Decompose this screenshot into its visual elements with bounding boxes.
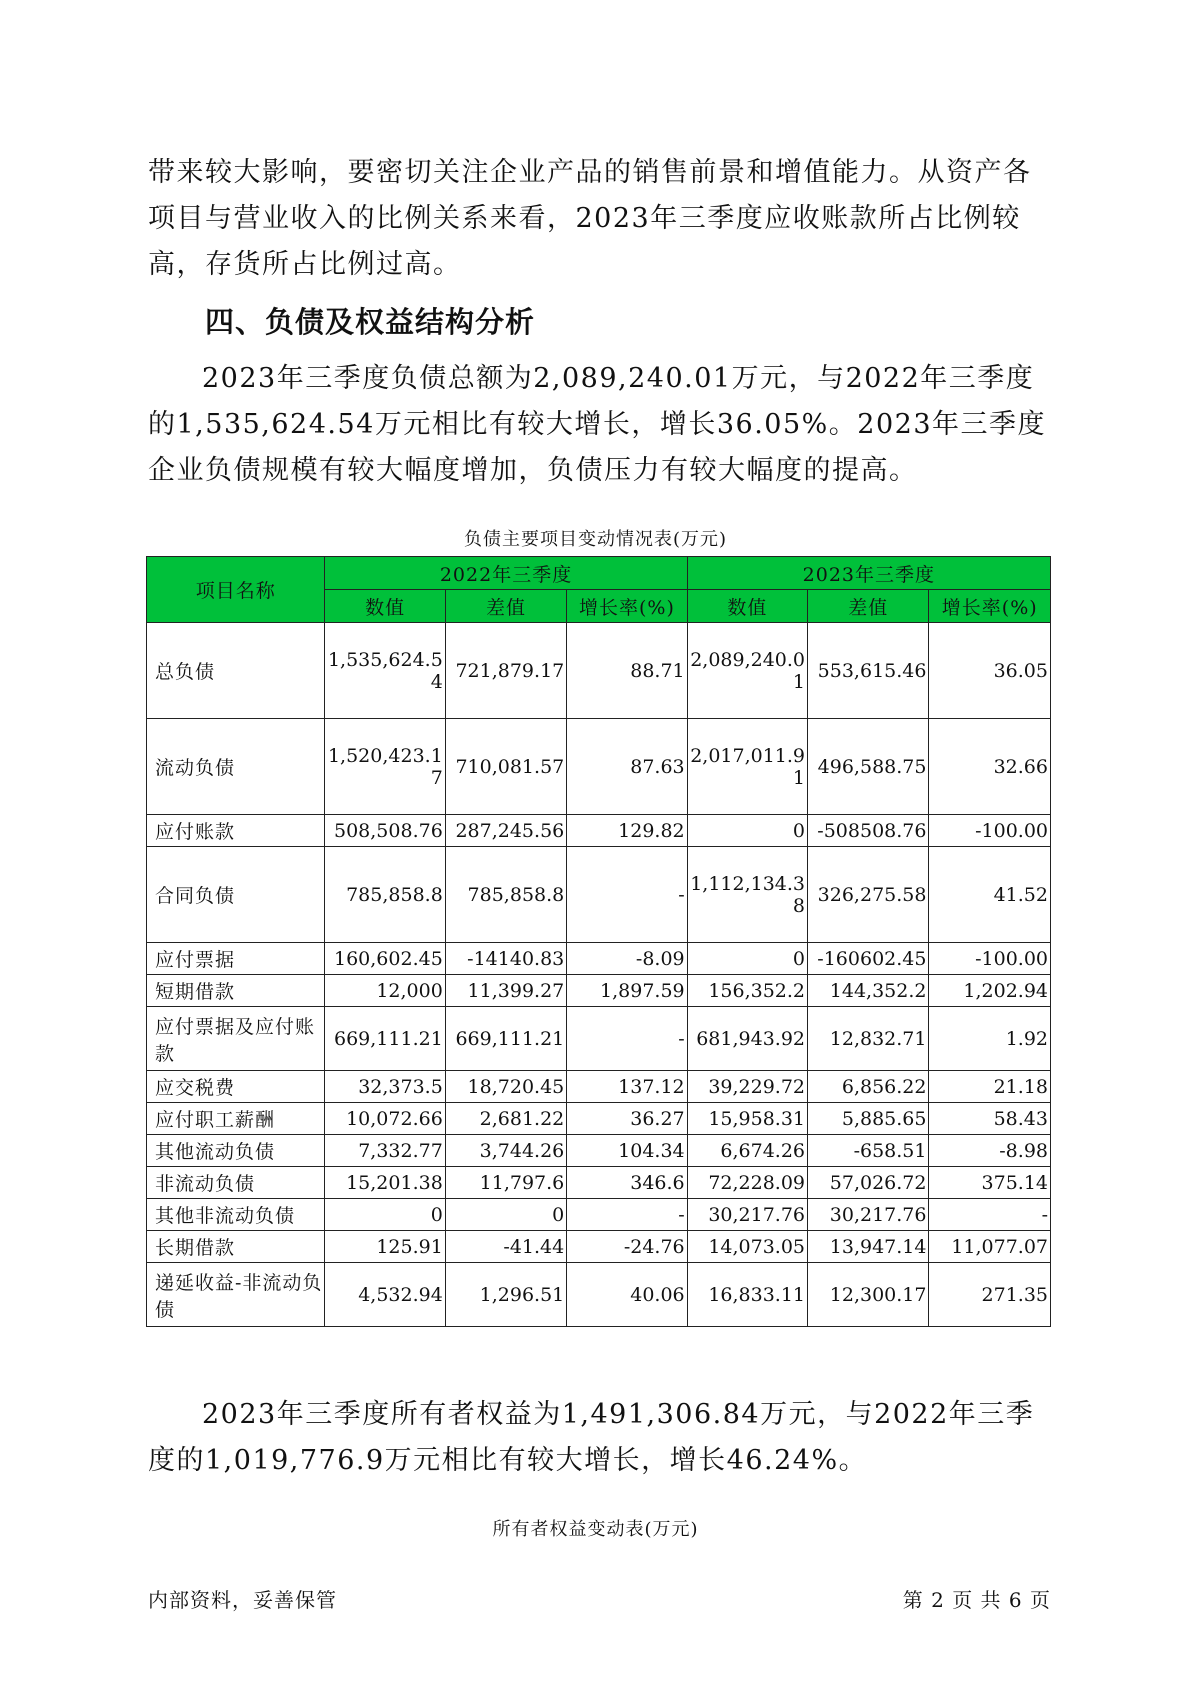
rate-2022: -8.09 <box>567 943 687 975</box>
diff-2022: 785,858.8 <box>445 847 566 943</box>
header-diff-2022: 差值 <box>445 590 566 623</box>
row-name: 长期借款 <box>147 1231 325 1263</box>
value-2023: 0 <box>687 943 807 975</box>
rate-2023: 41.52 <box>929 847 1051 943</box>
diff-2023: 30,217.76 <box>808 1199 929 1231</box>
row-name: 应付账款 <box>147 815 325 847</box>
diff-2022: 710,081.57 <box>445 719 566 815</box>
diff-2022: 3,744.26 <box>445 1135 566 1167</box>
row-name: 递延收益-非流动负债 <box>147 1263 325 1327</box>
value-2023: 2,089,240.01 <box>687 623 807 719</box>
table-row <box>147 1071 1051 1103</box>
rate-2023: 58.43 <box>929 1103 1051 1135</box>
value-2022: 0 <box>325 1199 445 1231</box>
diff-2022: -41.44 <box>445 1231 566 1263</box>
value-2022: 12,000 <box>325 975 445 1007</box>
rate-2023: -100.00 <box>929 815 1051 847</box>
header-rate-2023: 增长率(%) <box>929 590 1051 623</box>
value-2022: 1,535,624.54 <box>325 623 445 719</box>
rate-2023: 1,202.94 <box>929 975 1051 1007</box>
rate-2023: 32.66 <box>929 719 1051 815</box>
table-row <box>147 1103 1051 1135</box>
value-2023: 6,674.26 <box>687 1135 807 1167</box>
rate-2023: 375.14 <box>929 1167 1051 1199</box>
diff-2022: 11,797.6 <box>445 1167 566 1199</box>
rate-2023: 36.05 <box>929 623 1051 719</box>
diff-2022: 0 <box>445 1199 566 1231</box>
table-row <box>147 943 1051 975</box>
rate-2022: 129.82 <box>567 815 687 847</box>
rate-2022: 88.71 <box>567 623 687 719</box>
rate-2022: 137.12 <box>567 1071 687 1103</box>
header-rate-2022: 增长率(%) <box>567 590 687 623</box>
value-2023: 72,228.09 <box>687 1167 807 1199</box>
diff-2022: 2,681.22 <box>445 1103 566 1135</box>
diff-2022: 18,720.45 <box>445 1071 566 1103</box>
value-2023: 14,073.05 <box>687 1231 807 1263</box>
table-caption: 所有者权益变动表(万元) <box>492 1519 699 1540</box>
table-row <box>147 815 1051 847</box>
header-period-2022: 2022年三季度 <box>325 557 687 590</box>
table-row <box>147 1135 1051 1167</box>
diff-2023: 12,300.17 <box>808 1263 929 1327</box>
rate-2023: - <box>929 1199 1051 1231</box>
value-2022: 15,201.38 <box>325 1167 445 1199</box>
rate-2023: -100.00 <box>929 943 1051 975</box>
rate-2023: 21.18 <box>929 1071 1051 1103</box>
rate-2023: 1.92 <box>929 1007 1051 1071</box>
diff-2023: -658.51 <box>808 1135 929 1167</box>
row-name: 短期借款 <box>147 975 325 1007</box>
header-diff-2023: 差值 <box>808 590 929 623</box>
header-period-2023: 2023年三季度 <box>687 557 1050 590</box>
rate-2023: 11,077.07 <box>929 1231 1051 1263</box>
footer-confidential-note: 内部资料，妥善保管 <box>148 1588 337 1612</box>
rate-2023: 271.35 <box>929 1263 1051 1327</box>
table-row <box>147 623 1051 719</box>
diff-2023: 144,352.2 <box>808 975 929 1007</box>
diff-2023: -160602.45 <box>808 943 929 975</box>
table-row <box>147 847 1051 943</box>
diff-2023: -508508.76 <box>808 815 929 847</box>
row-name: 其他流动负债 <box>147 1135 325 1167</box>
rate-2022: 36.27 <box>567 1103 687 1135</box>
table-row <box>147 719 1051 815</box>
value-2022: 160,602.45 <box>325 943 445 975</box>
rate-2022: 1,897.59 <box>567 975 687 1007</box>
value-2023: 156,352.2 <box>687 975 807 1007</box>
header-value-2022: 数值 <box>325 590 445 623</box>
value-2022: 10,072.66 <box>325 1103 445 1135</box>
table-row <box>147 975 1051 1007</box>
diff-2023: 57,026.72 <box>808 1167 929 1199</box>
rate-2022: 104.34 <box>567 1135 687 1167</box>
value-2022: 4,532.94 <box>325 1263 445 1327</box>
value-2023: 30,217.76 <box>687 1199 807 1231</box>
diff-2023: 553,615.46 <box>808 623 929 719</box>
row-name: 非流动负债 <box>147 1167 325 1199</box>
value-2022: 669,111.21 <box>325 1007 445 1071</box>
value-2022: 7,332.77 <box>325 1135 445 1167</box>
table-row <box>147 1167 1051 1199</box>
rate-2022: 346.6 <box>567 1167 687 1199</box>
diff-2022: -14140.83 <box>445 943 566 975</box>
diff-2023: 13,947.14 <box>808 1231 929 1263</box>
diff-2022: 1,296.51 <box>445 1263 566 1327</box>
rate-2022: 87.63 <box>567 719 687 815</box>
diff-2022: 287,245.56 <box>445 815 566 847</box>
section-heading: 四、负债及权益结构分析 <box>205 305 536 339</box>
body-paragraph: 2023年三季度所有者权益为1,491,306.84万元，与2022年三季度的1,019,776.9万元相比有较大增长，增长46.24%。 <box>148 1399 1035 1476</box>
rate-2022: 40.06 <box>567 1263 687 1327</box>
row-name: 总负债 <box>147 623 325 719</box>
row-name: 应交税费 <box>147 1071 325 1103</box>
diff-2023: 496,588.75 <box>808 719 929 815</box>
header-value-2023: 数值 <box>687 590 807 623</box>
table-caption: 负债主要项目变动情况表(万元) <box>463 529 728 550</box>
value-2023: 0 <box>687 815 807 847</box>
row-name: 应付票据 <box>147 943 325 975</box>
diff-2023: 5,885.65 <box>808 1103 929 1135</box>
diff-2022: 721,879.17 <box>445 623 566 719</box>
header-item-name: 项目名称 <box>147 557 325 623</box>
diff-2022: 669,111.21 <box>445 1007 566 1071</box>
diff-2023: 6,856.22 <box>808 1071 929 1103</box>
page-number: 第 2 页 共 6 页 <box>902 1588 1051 1612</box>
table-row <box>147 1199 1051 1231</box>
liabilities-table <box>146 556 1051 1327</box>
rate-2022: -24.76 <box>567 1231 687 1263</box>
row-name: 其他非流动负债 <box>147 1199 325 1231</box>
diff-2023: 326,275.58 <box>808 847 929 943</box>
body-paragraph: 2023年三季度负债总额为2,089,240.01万元，与2022年三季度的1,535,624.54万元相比有较大增长，增长36.05%。2023年三季度企业负债规模有较大幅度增加，负债压力有较大幅度的提高。 <box>148 363 1047 486</box>
rate-2023: -8.98 <box>929 1135 1051 1167</box>
body-paragraph: 带来较大影响，要密切关注企业产品的销售前景和增值能力。从资产各项目与营业收入的比例关系来看，2023年三季度应收账款所占比例较高，存货所占比例过高。 <box>148 157 1032 280</box>
row-name: 流动负债 <box>147 719 325 815</box>
value-2022: 785,858.8 <box>325 847 445 943</box>
row-name: 应付票据及应付账款 <box>147 1007 325 1071</box>
diff-2023: 12,832.71 <box>808 1007 929 1071</box>
value-2022: 508,508.76 <box>325 815 445 847</box>
table-row <box>147 1007 1051 1071</box>
rate-2022: - <box>567 1199 687 1231</box>
value-2023: 2,017,011.91 <box>687 719 807 815</box>
value-2022: 1,520,423.17 <box>325 719 445 815</box>
value-2022: 32,373.5 <box>325 1071 445 1103</box>
diff-2022: 11,399.27 <box>445 975 566 1007</box>
rate-2022: - <box>567 1007 687 1071</box>
table-row <box>147 1231 1051 1263</box>
value-2023: 15,958.31 <box>687 1103 807 1135</box>
value-2022: 125.91 <box>325 1231 445 1263</box>
row-name: 应付职工薪酬 <box>147 1103 325 1135</box>
value-2023: 39,229.72 <box>687 1071 807 1103</box>
row-name: 合同负债 <box>147 847 325 943</box>
value-2023: 681,943.92 <box>687 1007 807 1071</box>
value-2023: 1,112,134.38 <box>687 847 807 943</box>
rate-2022: - <box>567 847 687 943</box>
value-2023: 16,833.11 <box>687 1263 807 1327</box>
table-row <box>147 1263 1051 1327</box>
